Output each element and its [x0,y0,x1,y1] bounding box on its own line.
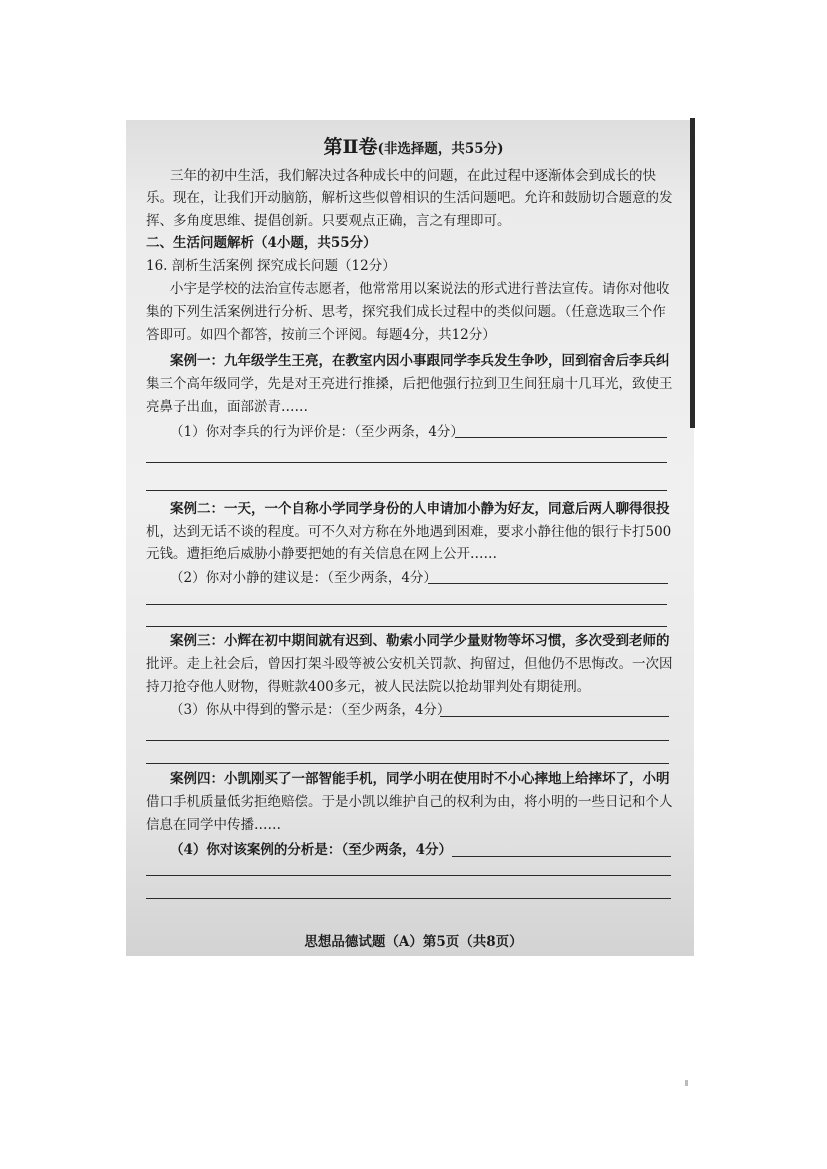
intro-line-1: 三年的初中生活，我们解决过各种成长中的问题，在此过程中逐渐体会到成长的快 [170,168,656,184]
case-3-line-1: 案例三：小辉在初中期间就有迟到、勒索小同学少量财物等坏习惯，多次受到老师的 [170,633,670,649]
case-2-line-3: 元钱。遭拒绝后威胁小静要把她的有关信息在网上公开…… [146,546,497,562]
question-desc-3: 答即可。如四个都答，按前三个评阅。每题4分，共12分） [146,327,496,343]
answer-line[interactable] [146,763,669,764]
answer-line[interactable] [146,875,671,876]
page-fold-shadow [690,118,695,428]
intro-line-3: 挥、多角度思维、提倡创新。只要观点正确，言之有理即可。 [146,213,511,229]
case-4-line-2: 借口手机质量低劣拒绝赔偿。于是小凯以维护自己的权利为由，将小明的一些日记和个人 [146,794,673,810]
answer-line[interactable] [452,856,671,857]
question-desc-2: 集的下列生活案例进行分析、思考，探究我们成长过程中的类似问题。（任意选取三个作 [146,304,666,320]
case-1-line-2: 集三个高年级同学，先是对王亮进行推搡，后把他强行拉到卫生间狂扇十几耳光，致使王 [146,376,673,392]
title-subtitle: (非选择题，共55分) [377,141,504,157]
case-1-line-3: 亮鼻子出血，面部淤青…… [146,399,308,415]
case-3-prompt: （3）你从中得到的警示是：（至少两条，4分） [170,702,451,718]
answer-line[interactable] [440,716,669,717]
answer-line[interactable] [146,490,667,491]
answer-line[interactable] [146,740,669,741]
answer-line[interactable] [455,437,667,438]
title-main: 第Ⅱ卷 [323,136,378,158]
question-desc-1: 小宇是学校的法治宣传志愿者，他常常用以案说法的形式进行普法宣传。请你对他收 [170,281,670,297]
page-footer: 思想品德试题（A）第5页（共8页） [304,934,523,950]
case-4-prompt: （4）你对该案例的分析是：（至少两条，4分） [170,842,453,858]
case-4-line-3: 信息在同学中传播…… [146,817,281,833]
answer-line[interactable] [146,604,667,605]
case-1-prompt: （1）你对李兵的行为评价是：（至少两条，4分） [170,424,464,440]
answer-line[interactable] [146,898,671,899]
answer-line[interactable] [146,462,667,463]
section-heading: 二、生活问题解析（4小题，共55分） [146,235,377,251]
page-title [0,132,827,159]
scan-speck [685,1080,688,1086]
case-2-line-1: 案例二：一天，一个自称小学同学身份的人申请加小静为好友，同意后两人聊得很投 [170,501,670,517]
case-3-line-2: 批评。走上社会后，曾因打架斗殴等被公安机关罚款、拘留过，但他仍不思悔改。一次因 [146,656,673,672]
case-1-line-1: 案例一：九年级学生王亮，在教室内因小事跟同学李兵发生争吵，回到宿舍后李兵纠 [170,353,670,369]
case-4-line-1: 案例四：小凯刚买了一部智能手机，同学小明在使用时不小心摔地上给摔坏了，小明 [170,771,670,787]
intro-line-2: 乐。现在，让我们开动脑筋，解析这些似曾相识的生活问题吧。允许和鼓励切合题意的发 [146,190,673,206]
case-3-line-3: 持刀抢夺他人财物，得赃款400多元，被人民法院以抢劫罪判处有期徒刑。 [146,679,591,695]
case-2-prompt: （2）你对小静的建议是：（至少两条，4分） [170,570,437,586]
answer-line[interactable] [428,583,668,584]
question-title: 16. 剖析生活案例 探究成长问题（12分） [146,258,396,274]
case-2-line-2: 机，达到无话不谈的程度。可不久对方称在外地遇到困难，要求小静往他的银行卡打500 [146,524,672,540]
answer-line[interactable] [146,626,667,627]
